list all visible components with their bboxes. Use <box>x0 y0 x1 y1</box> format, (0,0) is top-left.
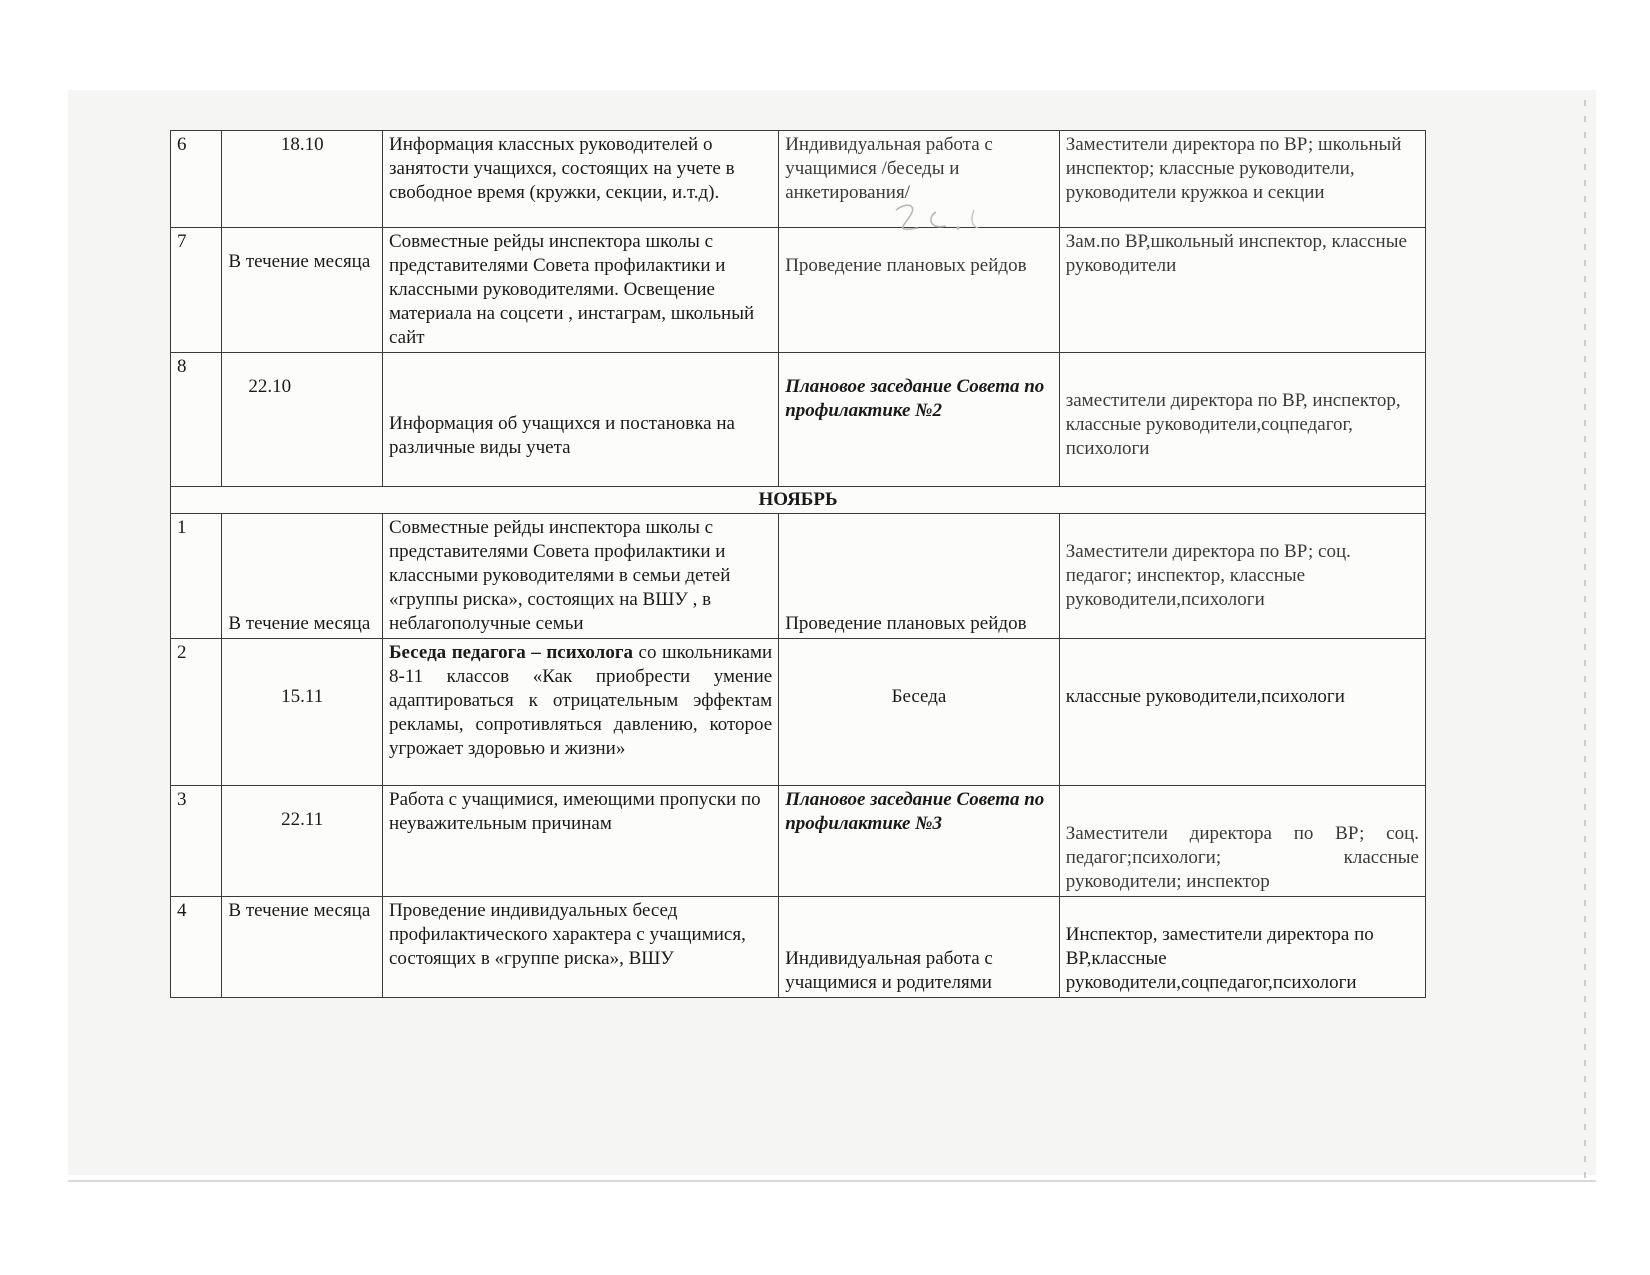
row-number: 2 <box>171 639 222 786</box>
row-event: Информация классных руководителей о занятости учащихся, состоящих на учете в свободное время (кружки, секции, и.т.д). <box>383 131 779 228</box>
row-form: Беседа <box>779 639 1060 786</box>
scan-bottom-edge <box>68 1180 1596 1182</box>
row-responsible: Заместители директора по ВР; соц. педагог; инспектор, классные руководители,психологи <box>1059 514 1425 639</box>
month-header-row <box>171 487 1426 514</box>
row-date: В течение месяца <box>222 897 383 998</box>
row-number: 8 <box>171 353 222 487</box>
row-responsible: Инспектор, заместители директора по ВР,классные руководители,соцпедагог,психологи <box>1059 897 1425 998</box>
row-form: Плановое заседание Совета по профилактике №2 <box>779 353 1060 487</box>
month-header: НОЯБРЬ <box>171 487 1426 514</box>
prevention-plan-table <box>170 130 1426 998</box>
row-number: 4 <box>171 897 222 998</box>
row-date: В течение месяца <box>222 228 383 353</box>
row-date: 18.10 <box>222 131 383 228</box>
table-row <box>171 228 1426 353</box>
row-event: Работа с учащимися, имеющими пропуски по неуважительным причинам <box>383 786 779 897</box>
row-number: 3 <box>171 786 222 897</box>
row-form: Плановое заседание Совета по профилактике №3 <box>779 786 1060 897</box>
table-row <box>171 353 1426 487</box>
row-responsible: классные руководители,психологи <box>1059 639 1425 786</box>
row-date: 15.11 <box>222 639 383 786</box>
row-event: Проведение индивидуальных бесед профилактического характера с учащимися, состоящих в «группе риска», ВШУ <box>383 897 779 998</box>
scan-edge-artifact <box>1584 100 1586 1180</box>
table-row <box>171 897 1426 998</box>
table-row <box>171 639 1426 786</box>
row-responsible: Заместители директора по ВР; соц. педагог;психологи; классные руководители; инспектор <box>1059 786 1425 897</box>
table-row <box>171 131 1426 228</box>
row-responsible: Заместители директора по ВР; школьный инспектор; классные руководители, руководители кружкоа и секции <box>1059 131 1425 228</box>
row-event <box>383 639 779 786</box>
row-number: 7 <box>171 228 222 353</box>
row-responsible: заместители директора по ВР, инспектор, классные руководители,соцпедагог, психологи <box>1059 353 1425 487</box>
row-number: 6 <box>171 131 222 228</box>
row-form: Индивидуальная работа с учащимися и родителями <box>779 897 1060 998</box>
row-responsible: Зам.по ВР,школьный инспектор, классные руководители <box>1059 228 1425 353</box>
row-date: 22.10 <box>222 353 383 487</box>
row-form: Проведение плановых рейдов <box>779 228 1060 353</box>
event-text: со школьниками 8-11 классов «Как приобрести умение адаптироваться к отрицательным эффектам рекламы, сопротивляться давлению, которое угрожает здоровью и жизни» <box>389 642 773 759</box>
handwritten-signature <box>888 198 998 238</box>
event-bold-text: Беседа педагога – психолога <box>389 642 633 663</box>
row-date: В течение месяца <box>222 514 383 639</box>
row-number: 1 <box>171 514 222 639</box>
row-event: Совместные рейды инспектора школы с представителями Совета профилактики и классными руководителями в семьи детей «группы риска», состоящих на ВШУ , в неблагополучные семьи <box>383 514 779 639</box>
row-event: Совместные рейды инспектора школы с представителями Совета профилактики и классными руководителями. Освещение материала на соцсети , инстаграм, школьный сайт <box>383 228 779 353</box>
table-row <box>171 786 1426 897</box>
table-row <box>171 514 1426 639</box>
row-event: Информация об учащихся и постановка на различные виды учета <box>383 353 779 487</box>
row-form: Проведение плановых рейдов <box>779 514 1060 639</box>
row-form: Индивидуальная работа с учащимися /беседы и анкетирования/ <box>779 131 1060 228</box>
row-date: 22.11 <box>222 786 383 897</box>
